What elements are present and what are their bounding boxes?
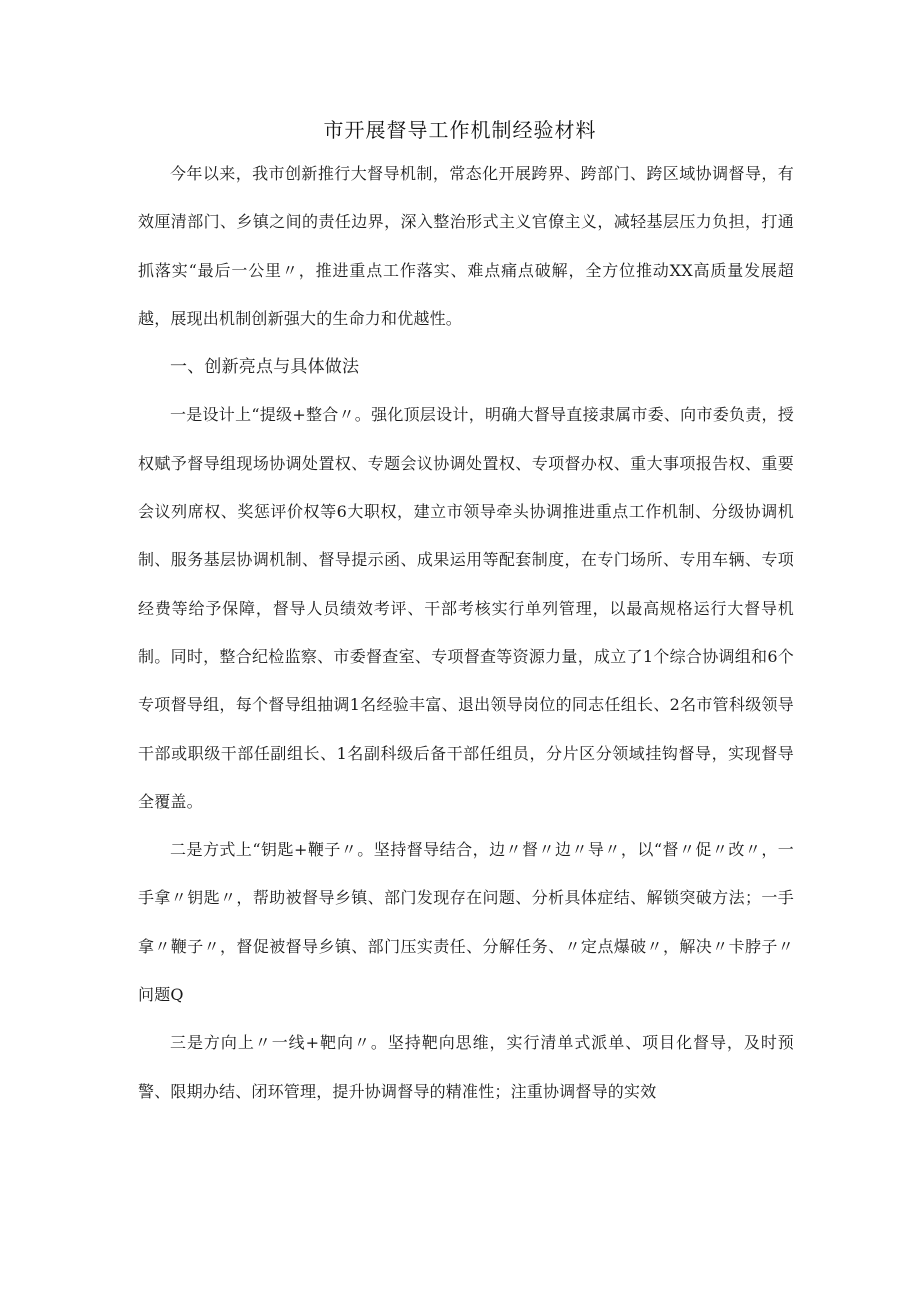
section-heading: 一、创新亮点与具体做法: [170, 357, 360, 378]
intro-paragraph: 今年以来，我市创新推行大督导机制，常态化开展跨界、跨部门、跨区域协调督导，有效厘清部门、乡镇之间的责任边界，深入整治形式主义官僚主义，减轻基层压力负担，打通抓落实“最后一公里〃，推进重点工作落实、难点痛点破解，全方位推动XX高质量发展超越，展现出机制创新强大的生命力和优越性。: [138, 164, 794, 328]
body-paragraph-design: 一是设计上“提级+整合〃。强化顶层设计，明确大督导直接隶属市委、向市委负责，授权赋予督导组现场协调处置权、专题会议协调处置权、专项督办权、重大事项报告权、重要会议列席权、奖惩评价权等6大职权，建立市领导牵头协调推进重点工作机制、分级协调机制、服务基层协调机制、督导提示函、成果运用等配套制度，在专门场所、专用车辆、专项经费等给予保障，督导人员绩效考评、干部考核实行单列管理，以最高规格运行大督导机制。同时，整合纪检监察、市委督查室、专项督查等资源力量，成立了1个综合协调组和6个专项督导组，每个督导组抽调1名经验丰富、退出领导岗位的同志任组长、2名市管科级领导干部或职级干部任副组长、1名副科级后备干部任组员，分片区分领域挂钩督导，实现督导全覆盖。: [138, 405, 794, 811]
body-paragraph-direction: 三是方向上〃一线+靶向〃。坚持靶向思维，实行清单式派单、项目化督导，及时预警、限期办结、闭环管理，提升协调督导的精准性；注重协调督导的实效: [138, 1033, 794, 1101]
body-paragraph-method: 二是方式上“钥匙+鞭子〃。坚持督导结合，边〃督〃边〃导〃，以“督〃促〃改〃，一手拿〃钥匙〃，帮助被督导乡镇、部门发现存在问题、分析具体症结、解锁突破方法；一手拿〃鞭子〃，督促被督导乡镇、部门压实责任、分解任务、〃定点爆破〃，解决〃卡脖子〃问题Q: [138, 840, 794, 1005]
document-title: 市开展督导工作机制经验材料: [323, 118, 597, 142]
document-body: [138, 150, 794, 1116]
